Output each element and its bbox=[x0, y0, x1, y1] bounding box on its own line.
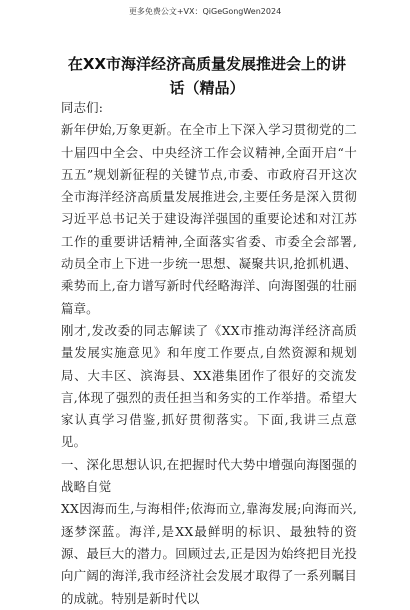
section-paragraph: XX因海而生,与海相伴;依海而立,靠海发展;向海而兴,逐梦深蓝。海洋,是XX最鲜明的标识、最独特的资源、最巨大的潜力。回顾过去,正是因为始终把目光投向广阔的海洋,我市经济社会发展才取得了一系列瞩目的成就。特别是新时代以 bbox=[61, 501, 357, 606]
paragraph-remarks: 刚才,发改委的同志解读了《XX市推动海洋经济高质量发展实施意见》和年度工作要点,自然资源和规划局、大丰区、滨海县、XX港集团作了很好的交流发言,体现了强烈的责任担当和务实的工作举措。希望大家认真学习借鉴,抓好贯彻落实。下面,我讲三点意见。 bbox=[61, 322, 357, 450]
header-note: 更多免费公文+VX：QiGeGongWen2024 bbox=[128, 7, 282, 16]
document-title: 在XX市海洋经济高质量发展推进会上的讲话（精品） bbox=[67, 55, 347, 97]
section-heading: 一、深化思想认识,在把握时代大势中增强向海图强的战略自觉 bbox=[61, 456, 357, 495]
paragraph-intro: 新年伊始,万象更新。在全市上下深入学习贯彻党的二十届四中全会、中央经济工作会议精神,全面开启“十五五”规划新征程的关键节点,市委、市政府召开这次全市海洋经济高质量发展推进会,主要任务是深入贯彻习近平总书记关于建设海洋强国的重要论述和对江苏工作的重要讲话精神,全面落实省委、市委全会部署,动员全市上下进一步统一思想、凝聚共识,抢抓机遇、乘势而上,奋力谱写新时代经略海洋、向海图强的壮丽篇章。 bbox=[61, 122, 357, 316]
document-body bbox=[61, 97, 357, 610]
salutation: 同志们: bbox=[61, 100, 104, 115]
